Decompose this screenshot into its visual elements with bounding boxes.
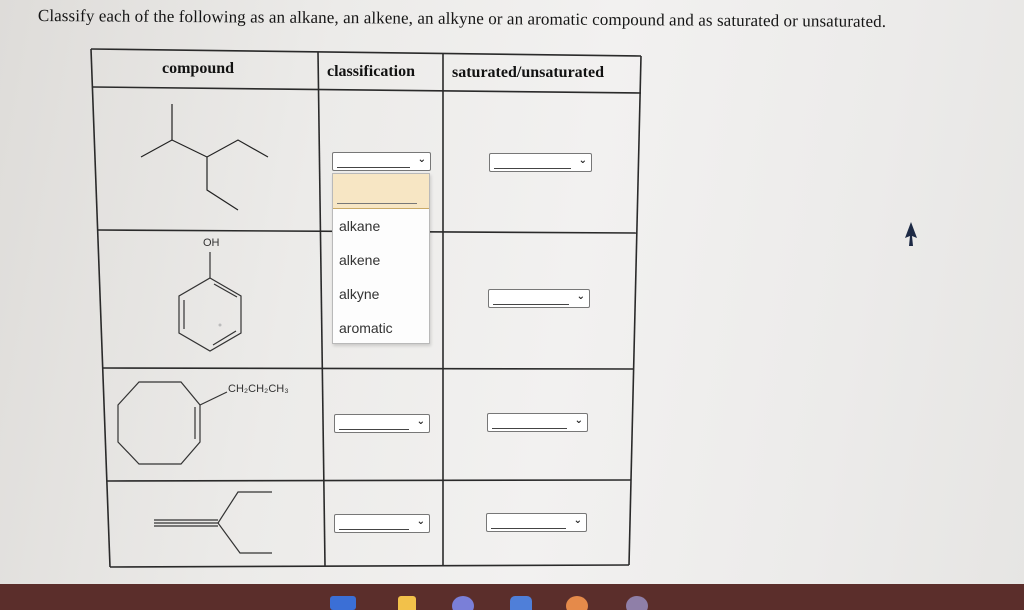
dropdown-option-alkane[interactable]: alkane (339, 218, 381, 234)
dropdown-option-alkene[interactable]: alkene (339, 252, 381, 268)
select-value (337, 167, 410, 168)
saturation-select-row4[interactable] (486, 513, 587, 532)
select-value (339, 529, 409, 530)
classification-dropdown-list (332, 173, 430, 344)
select-value (494, 168, 571, 169)
dropdown-option-alkyne[interactable]: alkyne (339, 286, 380, 302)
classification-select-row1[interactable] (332, 152, 431, 171)
propylcyclooctane-structure-icon (118, 382, 227, 464)
gmail-icon[interactable] (330, 596, 356, 610)
chevron-down-icon: ⌄ (416, 416, 425, 427)
chrome-icon[interactable] (452, 596, 474, 610)
header-compound: compound (162, 60, 235, 77)
select-value (491, 528, 566, 529)
dropdown-option-aromatic[interactable]: aromatic (339, 320, 393, 336)
chevron-down-icon: ⌄ (417, 154, 426, 165)
chevron-down-icon: ⌄ (574, 415, 583, 426)
chevron-down-icon: ⌄ (416, 516, 425, 527)
header-saturation: saturated/unsaturated (452, 64, 605, 81)
classification-select-row3[interactable] (334, 414, 430, 433)
chrome-canary-icon[interactable] (626, 596, 648, 610)
propyl-label: CH₂CH₂CH₃ (228, 383, 289, 395)
saturation-select-row2[interactable] (488, 289, 590, 308)
branched-alkane-structure-icon (141, 104, 268, 210)
chevron-down-icon: ⌄ (578, 155, 587, 166)
alkyne-structure-icon (154, 492, 272, 553)
header-classification: classification (327, 63, 415, 80)
select-value (493, 304, 569, 305)
taskbar (0, 584, 1024, 610)
select-value (492, 428, 567, 429)
saturation-select-row3[interactable] (487, 413, 588, 432)
phenol-structure-icon (179, 252, 241, 351)
camera-icon[interactable] (510, 596, 532, 610)
select-value (339, 429, 409, 430)
chevron-down-icon: ⌄ (576, 291, 585, 302)
instructions-text: Classify each of the following as an alkane, an alkene, an alkyne or an aromatic compound and as saturated or unsaturated. (37, 6, 887, 31)
saturation-select-row1[interactable] (489, 153, 592, 172)
blank-option-line (337, 203, 417, 204)
dropdown-option-blank[interactable] (333, 174, 429, 209)
app-icon[interactable] (566, 596, 588, 610)
mouse-cursor-icon (903, 222, 919, 248)
classification-select-row4[interactable] (334, 514, 430, 533)
chevron-down-icon: ⌄ (573, 515, 582, 526)
files-icon[interactable] (398, 596, 416, 610)
hydroxyl-label: OH (203, 237, 220, 249)
